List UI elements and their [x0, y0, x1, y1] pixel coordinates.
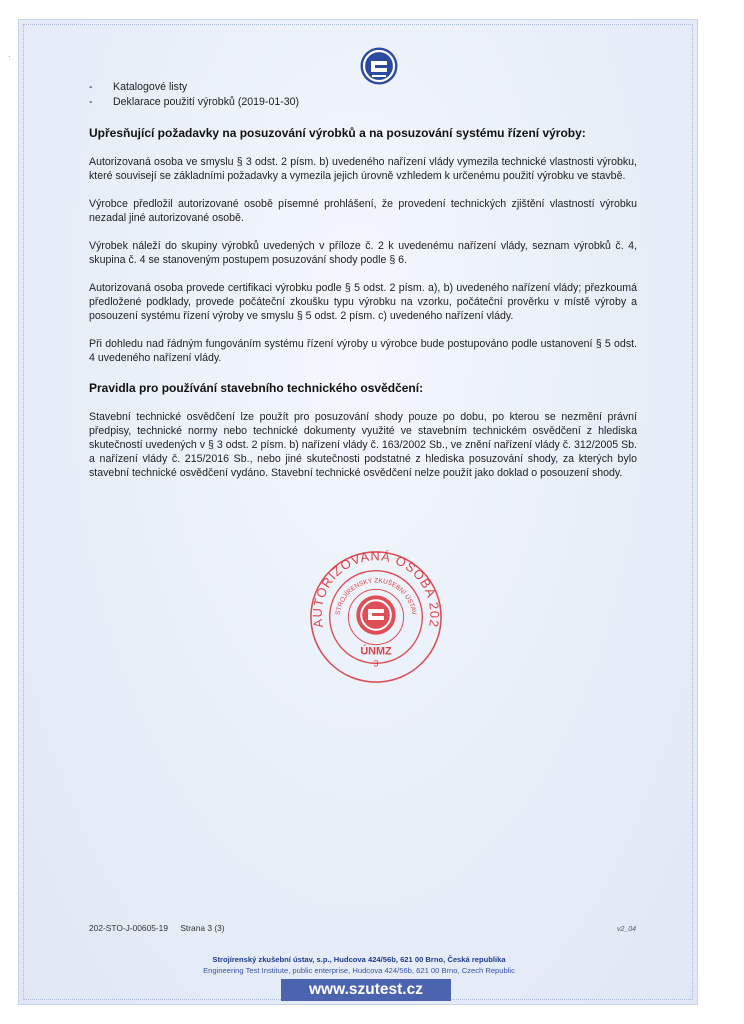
paragraph: Autorizovaná osoba ve smyslu § 3 odst. 2 písm. b) uvedeného nařízení vlády vymezila technické vlastnosti výrobku, které souvisejí se základními požadavky a vymezila jejich úrovně vzhledem k určenému použití výrobku ve stavbě. — [89, 156, 637, 182]
document-number: 202-STO-J-00605-19 — [89, 923, 168, 933]
paragraph: Při dohledu nad řádným fungováním systému řízení výroby u výrobce bude postupováno podle ustanovení § 5 odst. 4 uvedeného nařízení vlády. — [89, 338, 637, 364]
documents-list — [89, 80, 637, 110]
margin-mark: · — [8, 52, 11, 61]
section-heading-rules: Pravidla pro používání stavebního technického osvědčení: — [89, 381, 424, 395]
footer-doc-info — [89, 923, 235, 933]
authorized-body-stamp — [307, 548, 445, 686]
paragraph: Stavební technické osvědčení lze použít pro posuzování shody pouze po dobu, po kterou se nezmění právní předpisy, technické normy nebo technické dokumenty využité ve stavebním technickém osvědčení z hlediska skutečností uvedených v § 3 odst. 2 písm. b) nařízení vlády č. 163/2002 Sb., ve znění nařízení vlády č. 312/2005 Sb. a nařízení vlády č. 215/2016 Sb., nebo jiné skutečnosti podstatné z hlediska posuzování shody, za kterých bylo stavební technické osvědčení vydáno. Stavební technické osvědčení nelze použít jako doklad o posouzení shody. — [89, 411, 637, 479]
paragraph: Autorizovaná osoba provede certifikaci výrobku podle § 5 odst. 2 písm. a), b) uvedeného nařízení vlády; přezkoumá předložené podklady, provede počáteční zkoušku typu výrobku na vzorku, počáteční prověrku v místě výroby a posouzení systému řízení výroby ve smyslu § 5 odst. 2 písm. c) uvedeného nařízení vlády. — [89, 282, 637, 322]
stamp-inner-text: STROJÍRENSKÝ ZKUŠEBNÍ ÚSTAV — [334, 577, 418, 616]
stamp-outer-text: AUTORIZOVANÁ OSOBA 202 — [309, 548, 443, 629]
website-link[interactable]: www.szutest.cz — [281, 979, 451, 1001]
document-page — [18, 19, 698, 1005]
list-item: - Deklarace použití výrobků (2019-01-30) — [89, 95, 637, 110]
paragraph: Výrobek náleží do skupiny výrobků uvedených v příloze č. 2 k uvedenému nařízení vlády, seznam výrobků č. 4, skupina č. 4 se stanoveným postupem posuzování shody podle § 6. — [89, 240, 637, 266]
section-heading-requirements: Upřesňující požadavky na posuzování výrobků a na posuzování systému řízení výroby: — [89, 126, 586, 140]
stamp-bottom-text: ÚNMZ — [360, 645, 392, 658]
stamp-number: 3 — [373, 658, 379, 669]
document-body — [89, 80, 637, 494]
institute-address-en: Engineering Test Institute, public enterprise, Hudcova 424/56b, 621 00 Brno, Czech Republic — [203, 966, 515, 975]
list-item: - Katalogové listy — [89, 80, 637, 95]
page-number: Strana 3 (3) — [180, 923, 225, 933]
institute-address-cz: Strojírenský zkušební ústav, s.p., Hudcova 424/56b, 621 00 Brno, Česká republika — [212, 955, 506, 964]
paragraph: Výrobce předložil autorizované osobě písemné prohlášení, že provedení technických zjištění vlastností výrobku nezadal jiné autorizované osobě. — [89, 198, 637, 224]
version-label: v2_04 — [617, 926, 637, 933]
